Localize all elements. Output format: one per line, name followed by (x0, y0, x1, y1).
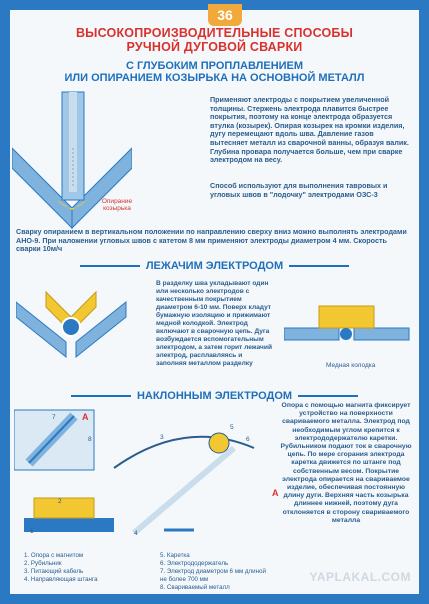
page-number-badge: 36 (208, 4, 242, 26)
section-inclined-label: НАКЛОННЫМ ЭЛЕКТРОДОМ (136, 390, 293, 402)
legend-right (160, 552, 270, 592)
copper-block-label: Медная колодка (326, 362, 376, 369)
subtitle-line-2: ИЛИ ОПИРАНИЕМ КОЗЫРЬКА НА ОСНОВНОЙ МЕТАЛЛ (64, 72, 365, 84)
callout-number-4: 4 (134, 530, 138, 537)
divider (80, 265, 140, 267)
section-inclined-title (10, 390, 419, 402)
callout-number-6: 6 (246, 436, 250, 443)
legend-item: 1. Опора с магнитом (24, 552, 84, 559)
callout-number-5: 5 (230, 424, 234, 431)
support-label: Опирание козырька (101, 198, 133, 212)
divider (289, 265, 349, 267)
support-description: Сварку опиранием в вертикальном положении по направлению сверху вниз можно выполнять электродами АНО-9. При наложении угловых швов с катетом 8 мм применяют электроды диаметром 4 мм. Скорость сварки 10м/ч (16, 227, 407, 254)
deep-description-2: Способ используют для выполнения тавровых и угловых швов в "лодочку" электродами ОЗС-3 (210, 181, 388, 199)
section-deep-title (10, 60, 419, 84)
deep-description: Применяют электроды с покрытием увеличенной толщины. Стержень электрода плавится быстрее покрытия, поэтому на конце электрода образуется втулка (козырек). Опирая козырек на кромки изделия, дугу перемещают вдоль шва. Давление газов вытесняет металл из сварочной ванны, образуя валик. Глубина провара получается больше, чем при сварке электродом на весу. (210, 95, 409, 165)
divider (71, 395, 131, 397)
legend-left (24, 552, 144, 584)
inclined-description: Опора с помощью магнита фиксирует устройство на поверхности свариваемого металла. Электрод под необходимым углом крепится к электрододержателю каретки. Рубильником подают ток в сварочную цепь. По мере сгорания электрода каретка движется по штанге под собственным весом. Покрытие электрода опирается на свариваемое изделие, обеспечивая постоянную длину дуги. Верхняя часть козырька длиннее нижней, поэтому дуга отклоняется в сторону свариваемого металла (280, 402, 412, 524)
callout-number-2: 2 (58, 498, 62, 505)
legend-item: 3. Питающий кабель (24, 568, 84, 575)
marker-a: А (82, 412, 89, 422)
legend-item: 6. Электрододержатель (160, 560, 229, 567)
page-title (10, 26, 419, 54)
callout-number-1: 1 (30, 528, 34, 535)
callout-number-7: 7 (52, 414, 56, 421)
inclined-electrode-diagram (14, 408, 274, 548)
copper-block-diagram (284, 300, 414, 360)
divider (298, 395, 358, 397)
legend-item: 8. Свариваемый металл (160, 584, 230, 591)
callout-number-3: 3 (160, 434, 164, 441)
lying-description: В разделку шва укладывают один или несколько электродов с качественным покрытием диаметром 6-10 мм. Поверх кладут бумажную изоляцию и прижимают медной колодкой. Электрод включают в сварочную цепь. Дуга возбуждается вспомогательным электродом, а затем горит лежачий электрод, расплавляясь и заполняя металлом разделку (156, 280, 272, 367)
callout-number-8: 8 (88, 436, 92, 443)
subtitle-line-1: С ГЛУБОКИМ ПРОПЛАВЛЕНИЕМ (125, 60, 304, 72)
deep-penetration-diagram (12, 88, 132, 238)
title-line-1: ВЫСОКОПРОИЗВОДИТЕЛЬНЫЕ СПОСОБЫ (75, 26, 354, 40)
legend-item: 7. Электрод диаметром 6 мм длиной не более 700 мм (160, 568, 266, 583)
title-line-2: РУЧНОЙ ДУГОВОЙ СВАРКИ (126, 40, 303, 54)
legend-item: 5. Каретка (160, 552, 190, 559)
marker-a-2: А (272, 488, 279, 498)
watermark: YAPLAKAL.COM (309, 570, 411, 584)
legend-item: 4. Направляющая штанга (24, 576, 98, 583)
lying-electrode-diagram (16, 282, 136, 362)
legend-item: 2. Рубильник (24, 560, 62, 567)
section-lying-title (10, 260, 419, 272)
section-lying-label: ЛЕЖАЧИМ ЭЛЕКТРОДОМ (145, 260, 284, 272)
